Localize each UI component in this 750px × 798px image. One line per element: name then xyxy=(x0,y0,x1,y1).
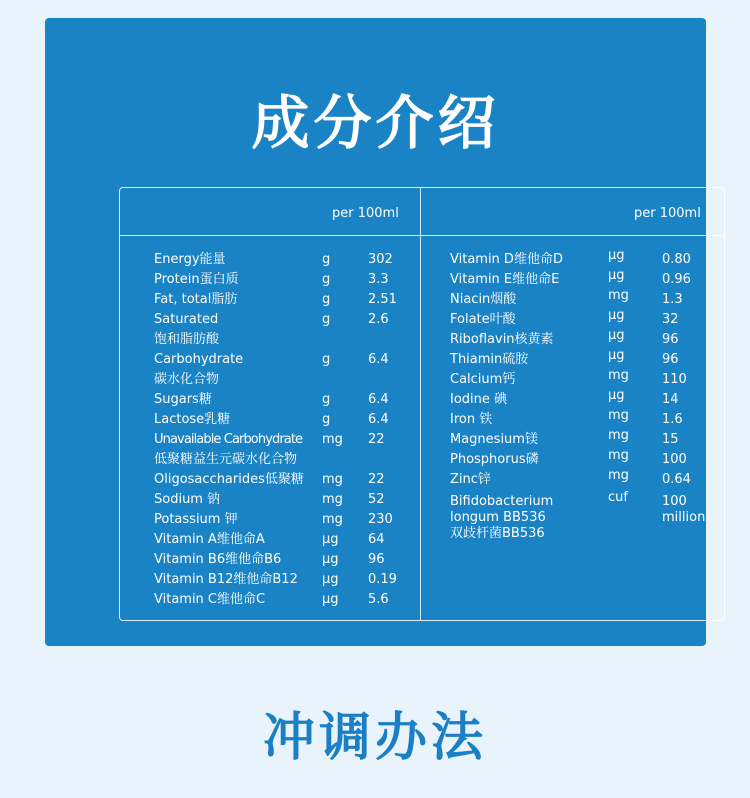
column-divider xyxy=(420,188,421,620)
nutrient-name-en: Saturated xyxy=(154,312,219,327)
nutrient-name: Energy能量 xyxy=(154,252,226,267)
nutrient-name: Phosphorus磷 xyxy=(450,452,539,467)
nutrient-name-line1: Bifidobacterium xyxy=(450,494,554,509)
nutrient-name: Fat, total脂肪 xyxy=(154,292,238,307)
nutrient-unit: μg xyxy=(322,552,339,567)
nutrient-unit: mg xyxy=(322,472,343,487)
nutrient-value xyxy=(662,494,705,526)
nutrient-unit: g xyxy=(322,412,331,427)
nutrient-name: Vitamin E维他命E xyxy=(450,272,560,287)
nutrient-value: 1.6 xyxy=(662,412,683,427)
nutrient-name: Riboflavin核黄素 xyxy=(450,332,554,347)
page-title: 成分介绍 xyxy=(251,89,500,157)
left-column-header: per 100ml xyxy=(332,206,399,221)
nutrient-value: 100 xyxy=(662,452,687,467)
nutrient-name-cn: 双歧杆菌BB536 xyxy=(450,526,545,541)
nutrient-unit: mg xyxy=(608,448,629,463)
nutrient-value: 96 xyxy=(662,332,679,347)
nutrient-name: Zinc锌 xyxy=(450,472,491,487)
nutrient-name xyxy=(450,494,553,542)
nutrient-unit: g xyxy=(322,272,331,287)
nutrient-unit: μg xyxy=(608,388,625,403)
nutrient-name: Vitamin A维他命A xyxy=(154,532,265,547)
nutrient-name-cn: 碳水化合物 xyxy=(154,372,220,387)
nutrient-value: 96 xyxy=(662,352,679,367)
nutrient-name: Oligosaccharides低聚糖 xyxy=(154,472,304,487)
nutrient-unit: g xyxy=(322,312,331,327)
section-title-preparation: 冲调办法 xyxy=(262,708,487,768)
nutrient-unit: mg xyxy=(322,432,343,447)
nutrient-unit: μg xyxy=(608,348,625,363)
nutrient-unit: mg xyxy=(608,368,629,383)
nutrient-value: 22 xyxy=(368,432,385,447)
nutrient-value: 0.96 xyxy=(662,272,691,287)
nutrient-unit: cuf xyxy=(608,490,628,505)
right-column-header: per 100ml xyxy=(634,206,701,221)
nutrient-value: 14 xyxy=(662,392,679,407)
nutrient-name-en: Carbohydrate xyxy=(154,352,244,367)
nutrient-name xyxy=(154,350,243,390)
nutrient-value: 64 xyxy=(368,532,385,547)
nutrient-value: 22 xyxy=(368,472,385,487)
header-divider xyxy=(120,235,724,236)
nutrient-unit: mg xyxy=(322,492,343,507)
nutrient-name: Iodine 碘 xyxy=(450,392,508,407)
nutrient-value: 6.4 xyxy=(368,352,389,367)
nutrient-name-en: Unavailable Carbohydrate xyxy=(154,432,303,447)
nutrient-name: Potassium 钾 xyxy=(154,512,238,527)
nutrient-name xyxy=(154,430,302,470)
nutrient-name: Niacin烟酸 xyxy=(450,292,517,307)
nutrient-value: 110 xyxy=(662,372,687,387)
nutrient-value: 96 xyxy=(368,552,385,567)
nutrient-unit: mg xyxy=(608,468,629,483)
nutrient-unit: μg xyxy=(322,532,339,547)
nutrition-table xyxy=(119,187,725,621)
nutrient-name: Protein蛋白质 xyxy=(154,272,239,287)
nutrient-unit: μg xyxy=(608,308,625,323)
nutrient-value: 0.64 xyxy=(662,472,691,487)
nutrient-unit: g xyxy=(322,352,331,367)
nutrient-unit: mg xyxy=(608,428,629,443)
nutrient-name-cn: 饱和脂肪酸 xyxy=(154,332,220,347)
nutrient-name: Vitamin B12维他命B12 xyxy=(154,572,298,587)
nutrient-value: 2.51 xyxy=(368,292,397,307)
nutrient-name: Sodium 钠 xyxy=(154,492,221,507)
nutrient-unit: μg xyxy=(608,248,625,263)
nutrient-unit: μg xyxy=(322,592,339,607)
nutrient-name xyxy=(154,310,219,350)
nutrient-unit: mg xyxy=(608,408,629,423)
nutrient-value: 230 xyxy=(368,512,393,527)
nutrient-value: 32 xyxy=(662,312,679,327)
nutrient-value: 3.3 xyxy=(368,272,389,287)
nutrient-value: 0.19 xyxy=(368,572,397,587)
nutrient-value: 2.6 xyxy=(368,312,389,327)
nutrient-value: 302 xyxy=(368,252,393,267)
nutrient-name: Sugars糖 xyxy=(154,392,212,407)
nutrient-name: Thiamin硫胺 xyxy=(450,352,529,367)
nutrient-value-suffix: million xyxy=(662,510,706,525)
nutrient-value: 52 xyxy=(368,492,385,507)
nutrient-name: Calcium钙 xyxy=(450,372,516,387)
nutrient-name: Magnesium镁 xyxy=(450,432,538,447)
nutrient-unit: g xyxy=(322,252,331,267)
ingredients-panel xyxy=(45,18,706,646)
nutrient-value: 15 xyxy=(662,432,679,447)
nutrient-value-number: 100 xyxy=(662,494,687,509)
nutrient-unit: μg xyxy=(322,572,339,587)
nutrient-unit: g xyxy=(322,392,331,407)
nutrient-name-cn: 低聚糖益生元碳水化合物 xyxy=(154,452,298,467)
nutrient-unit: g xyxy=(322,292,331,307)
nutrient-name: Vitamin D维他命D xyxy=(450,252,563,267)
nutrient-value: 1.3 xyxy=(662,292,683,307)
nutrient-name: Folate叶酸 xyxy=(450,312,516,327)
nutrient-value: 0.80 xyxy=(662,252,691,267)
nutrient-name: Lactose乳糖 xyxy=(154,412,231,427)
nutrient-unit: mg xyxy=(608,288,629,303)
nutrient-value: 6.4 xyxy=(368,392,389,407)
nutrient-unit: μg xyxy=(608,328,625,343)
nutrient-name: Vitamin C维他命C xyxy=(154,592,266,607)
nutrient-value: 5.6 xyxy=(368,592,389,607)
nutrient-value: 6.4 xyxy=(368,412,389,427)
nutrient-name-line2: longum BB536 xyxy=(450,510,546,525)
nutrient-name: Vitamin B6维他命B6 xyxy=(154,552,282,567)
nutrient-name: Iron 铁 xyxy=(450,412,493,427)
nutrient-unit: mg xyxy=(322,512,343,527)
nutrient-unit: μg xyxy=(608,268,625,283)
